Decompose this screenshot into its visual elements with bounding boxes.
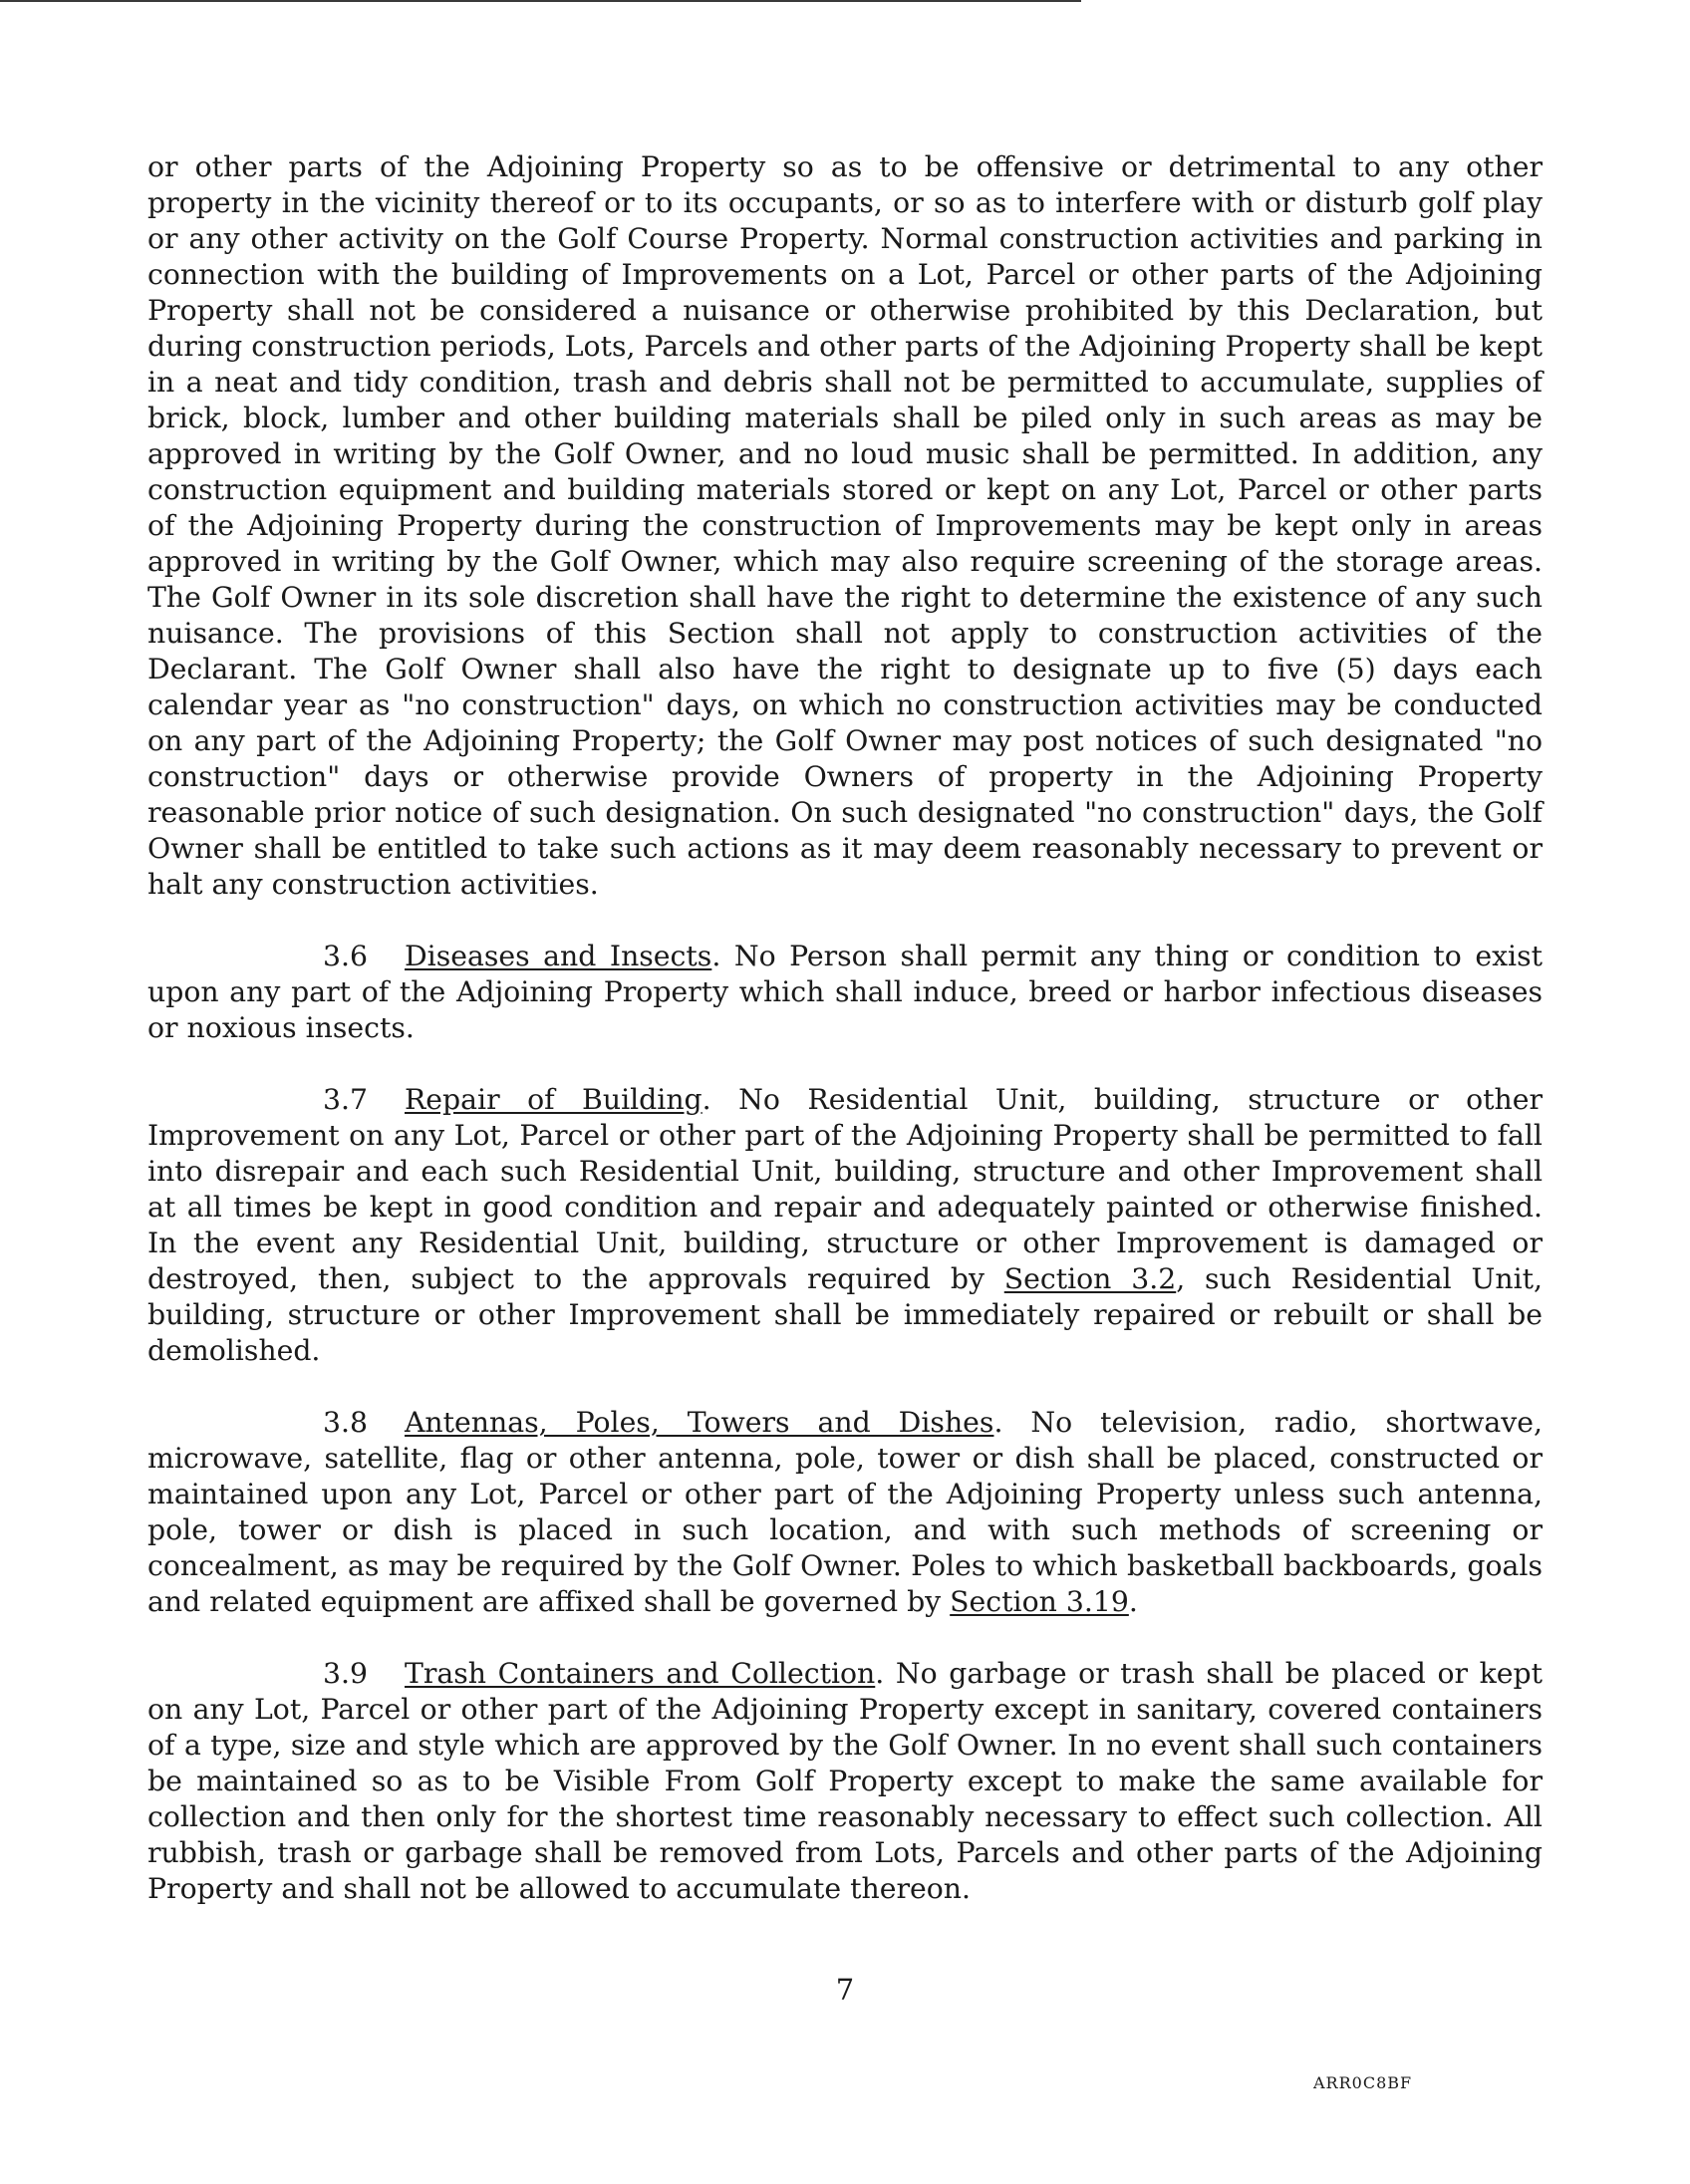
section-body: . No Residential Unit, building, structure or other Improvement on any Lot, Parcel or other part of the Adjoining Property shall be permitted to fall into disrepair and each such Residential Unit, building, structure and other Improvement shall at all times be kept in good condition and repair and adequately painted or otherwise finished. In the event any Residential Unit, building, structure or other Improvement is damaged or destroyed, then, subject to the approvals required by [147,1083,1543,1295]
section-reference: Section 3.19 [950,1585,1129,1618]
section-reference: Section 3.2 [1003,1262,1177,1295]
section-number: 3.7 [323,1083,369,1116]
section-body: . No Person shall permit any thing or condition to exist upon any part of the Adjoining Property which shall induce, breed or harbor infectious diseases or noxious insects. [147,940,1543,1044]
section-heading: Antennas, Poles, Towers and Dishes [405,1406,994,1439]
section-heading: Trash Containers and Collection [405,1657,876,1690]
section-body: . No garbage or trash shall be placed or kept on any Lot, Parcel or other part of the Adjoining Property except in sanitary, covered containers of a type, size and style which are approved by the Golf Owner. In no event shall such containers be maintained so as to be Visible From Golf Property except to make the same available for collection and then only for the shortest time reasonably necessary to effect such collection. All rubbish, trash or garbage shall be removed from Lots, Parcels and other parts of the Adjoining Property and shall not be allowed to accumulate thereon. [147,1657,1543,1905]
document-body [147,149,1543,1943]
section-body: . No television, radio, shortwave, microwave, satellite, flag or other antenna, pole, tower or dish shall be placed, constructed or maintained upon any Lot, Parcel or other part of the Adjoining Property unless such antenna, pole, tower or dish is placed in such location, and with such methods of screening or concealment, as may be required by the Golf Owner. Poles to which basketball backboards, goals and related equipment are affixed shall be governed by [147,1406,1543,1618]
section-heading: Repair of Building [405,1083,703,1116]
section-3-7 [147,1082,1543,1369]
document-code: ARR0C8BF [1313,2073,1413,2092]
section-body-end: . [1128,1585,1138,1618]
section-heading: Diseases and Insects [405,940,712,972]
section-body-end: , such Residential Unit, building, structure or other Improvement shall be immediately repaired or rebuilt or shall be demolished. [147,1262,1543,1367]
section-number: 3.6 [323,940,369,972]
section-number: 3.9 [323,1657,369,1690]
section-3-8 [147,1405,1543,1620]
top-scan-rule [0,0,1081,2]
intro-paragraph: or other parts of the Adjoining Property so as to be offensive or detrimental to any other property in the vicinity thereof or to its occupants, or so as to interfere with or disturb golf play or any other activity on the Golf Course Property. Normal construction activities and parking in connection with the building of Improvements on a Lot, Parcel or other parts of the Adjoining Property shall not be considered a nuisance or otherwise prohibited by this Declaration, but during construction periods, Lots, Parcels and other parts of the Adjoining Property shall be kept in a neat and tidy condition, trash and debris shall not be permitted to accumulate, supplies of brick, block, lumber and other building materials shall be piled only in such areas as may be approved in writing by the Golf Owner, and no loud music shall be permitted. In addition, any construction equipment and building materials stored or kept on any Lot, Parcel or other parts of the Adjoining Property during the construction of Improvements may be kept only in areas approved in writing by the Golf Owner, which may also require screening of the storage areas. The Golf Owner in its sole discretion shall have the right to determine the existence of any such nuisance. The provisions of this Section shall not apply to construction activities of the Declarant. The Golf Owner shall also have the right to designate up to five (5) days each calendar year as "no construction" days, on which no construction activities may be conducted on any part of the Adjoining Property; the Golf Owner may post notices of such designated "no construction" days or otherwise provide Owners of property in the Adjoining Property reasonable prior notice of such designation. On such designated "no construction" days, the Golf Owner shall be entitled to take such actions as it may deem reasonably necessary to prevent or halt any construction activities. [147,150,1543,901]
section-number: 3.8 [323,1406,369,1439]
page-number: 7 [835,1973,855,2007]
section-3-6 [147,939,1543,1046]
section-3-9 [147,1656,1543,1907]
